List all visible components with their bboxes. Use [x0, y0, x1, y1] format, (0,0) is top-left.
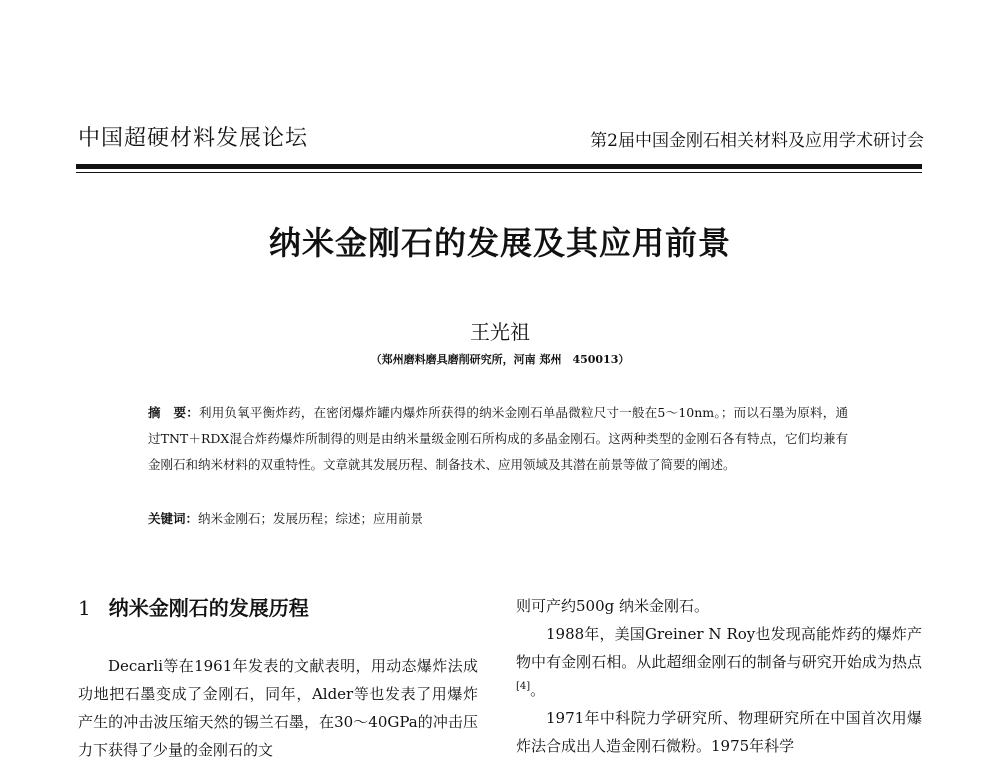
keywords — [148, 506, 848, 532]
citation-ref: [4] — [516, 681, 531, 692]
section-heading — [78, 592, 309, 621]
abstract — [148, 400, 848, 478]
section-number: 1 — [78, 596, 91, 620]
body-paragraph: 则可产约500g 纳米金刚石。 — [516, 597, 710, 615]
author-affiliation: （郑州磨料磨具磨削研究所，河南 郑州 450013） — [370, 353, 630, 366]
paper-title: 纳米金刚石的发展及其应用前景 — [268, 224, 731, 262]
section-title: 纳米金刚石的发展历程 — [108, 596, 309, 620]
body-paragraph — [516, 620, 922, 704]
abstract-text: 利用负氧平衡炸药，在密闭爆炸罐内爆炸所获得的纳米金刚石单晶微粒尺寸一般在5～10nm。；而以石墨为原料，通过TNT＋RDX混合炸药爆炸所制得的则是由纳米量级金刚石所构成的多晶金刚石。这两种类型的金刚石各有特点，它们均兼有金刚石和纳米材料的双重特性。文章就其发展历程、制备技术、应用领域及其潜在前景等做了简要的阐述。 — [148, 405, 848, 472]
body-paragraph: Decarli等在1961年发表的文献表明，用动态爆炸法成功地把石墨变成了金刚石，同年，Alder等也发表了用爆炸产生的冲击波压缩天然的锡兰石墨，在30～40GPa的冲击压力下获得了少量的金刚石的文 — [78, 657, 478, 759]
paragraph-text: 1988年，美国Greiner N Roy也发现高能炸药的爆炸产物中有金刚石相。从此超细金刚石的制备与研究开始成为热点 — [516, 625, 922, 671]
paragraph-end: 。 — [530, 681, 546, 699]
abstract-label: 摘 要： — [148, 405, 199, 420]
keywords-text: 纳米金刚石；发展历程；综述；应用前景 — [198, 511, 424, 526]
left-column — [78, 652, 478, 764]
conference-name: 第2届中国金刚石相关材料及应用学术研讨会 — [590, 131, 924, 151]
header-rule-thick — [76, 164, 922, 169]
author-name: 王光祖 — [470, 320, 530, 344]
body-paragraph: 1971年中科院力学研究所、物理研究所在中国首次用爆炸法合成出人造金刚石微粉。1975年科学 — [516, 709, 922, 755]
journal-name: 中国超硬材料发展论坛 — [78, 126, 309, 151]
right-column — [516, 592, 922, 760]
header-rule-thin — [76, 172, 922, 173]
keywords-label: 关键词： — [148, 511, 199, 526]
